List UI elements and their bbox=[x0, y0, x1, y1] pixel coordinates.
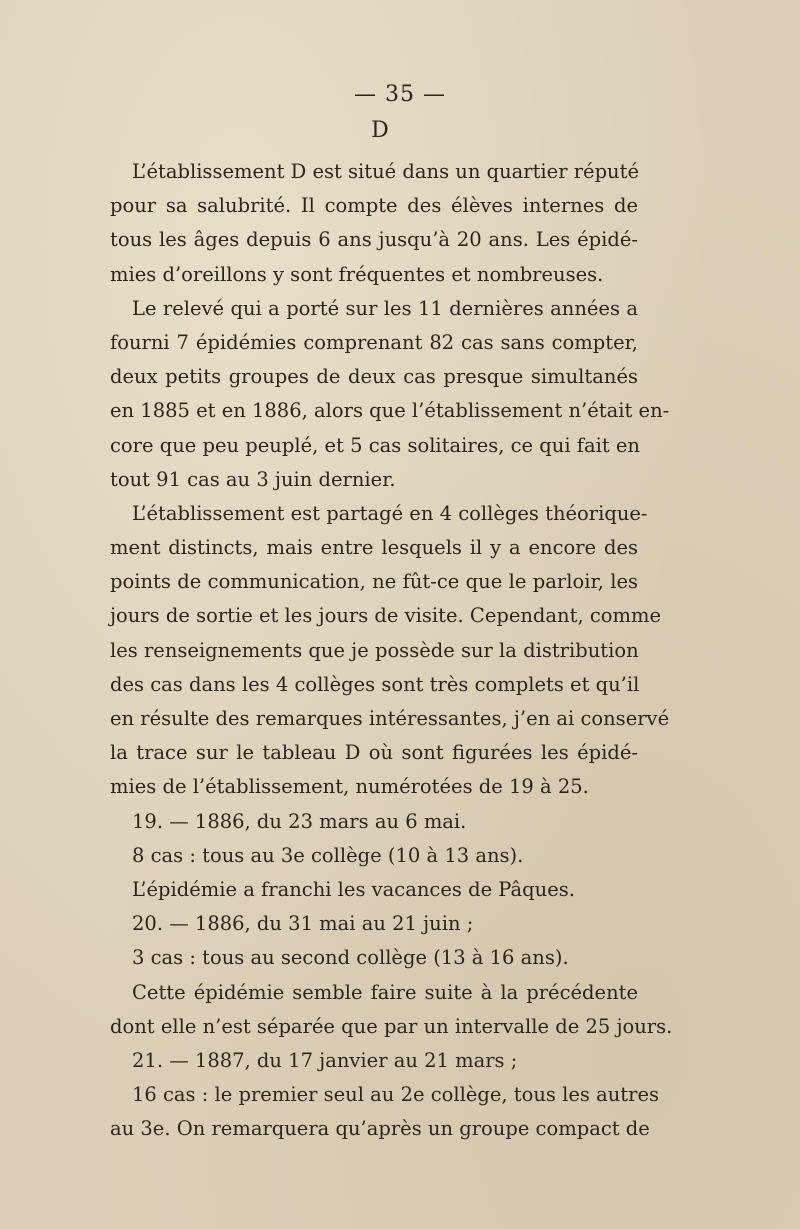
text-line: pour sa salubrité. Il compte des élèves internes de bbox=[110, 194, 638, 218]
text-line: tout 91 cas au 3 juin dernier. bbox=[110, 467, 396, 491]
text-line: 19. — 1886, du 23 mars au 6 mai. bbox=[132, 809, 467, 833]
text-line: au 3e. On remarquera qu’après un groupe compact de bbox=[110, 1117, 650, 1141]
text-line: mies de l’établissement, numérotées de 19 à 25. bbox=[110, 775, 589, 799]
text-line: ment distincts, mais entre lesquels il y a encore des bbox=[110, 536, 638, 560]
text-line: dont elle n’est séparée que par un intervalle de 25 jours. bbox=[110, 1014, 673, 1038]
text-line: en résulte des remarques intéressantes, j’en ai conservé bbox=[110, 707, 670, 730]
text-line: Cette épidémie semble faire suite à la précédente bbox=[132, 980, 638, 1004]
text-line: des cas dans les 4 collèges sont très complets et qu’il bbox=[110, 672, 640, 696]
text-line: 20. — 1886, du 31 mai au 21 juin ; bbox=[132, 912, 474, 936]
text-line: les renseignements que je possède sur la distribution bbox=[110, 638, 639, 662]
text-line: L’épidémie a franchi les vacances de Pâques. bbox=[132, 877, 575, 901]
text-line: core que peu peuplé, et 5 cas solitaires, ce qui fait en bbox=[110, 433, 640, 457]
text-line: Le relevé qui a porté sur les 11 dernières années a bbox=[132, 296, 638, 320]
text-line: en 1885 et en 1886, alors que l’établissement n’était en- bbox=[110, 399, 670, 423]
text-line: 21. — 1887, du 17 janvier au 21 mars ; bbox=[132, 1048, 518, 1072]
text-line: 16 cas : le premier seul au 2e collège, tous les autres bbox=[132, 1083, 660, 1107]
text-line: jours de sortie et les jours de visite. Cependant, comme bbox=[110, 604, 662, 628]
text-line: points de communication, ne fût-ce que le parloir, les bbox=[110, 570, 638, 594]
text-line: fourni 7 épidémies comprenant 82 cas sans compter, bbox=[110, 330, 638, 354]
text-line: 3 cas : tous au second collège (13 à 16 ans). bbox=[132, 946, 569, 970]
text-line: tous les âges depuis 6 ans jusqu’à 20 ans. Les épidé- bbox=[110, 228, 638, 252]
body-text bbox=[110, 155, 673, 1146]
text-line: mies d’oreillons y sont fréquentes et nombreuses. bbox=[110, 262, 604, 286]
page-number: — 35 — bbox=[354, 82, 446, 107]
section-heading: D bbox=[371, 118, 389, 143]
text-line: L’établissement D est situé dans un quartier réputé bbox=[132, 160, 639, 183]
text-line: la trace sur le tableau D où sont figurées les épidé- bbox=[110, 741, 638, 765]
text-line: deux petits groupes de deux cas presque simultanés bbox=[110, 365, 638, 389]
text-line: 8 cas : tous au 3e collège (10 à 13 ans). bbox=[132, 843, 524, 867]
text-line: L’établissement est partagé en 4 collèges théorique- bbox=[132, 501, 648, 525]
